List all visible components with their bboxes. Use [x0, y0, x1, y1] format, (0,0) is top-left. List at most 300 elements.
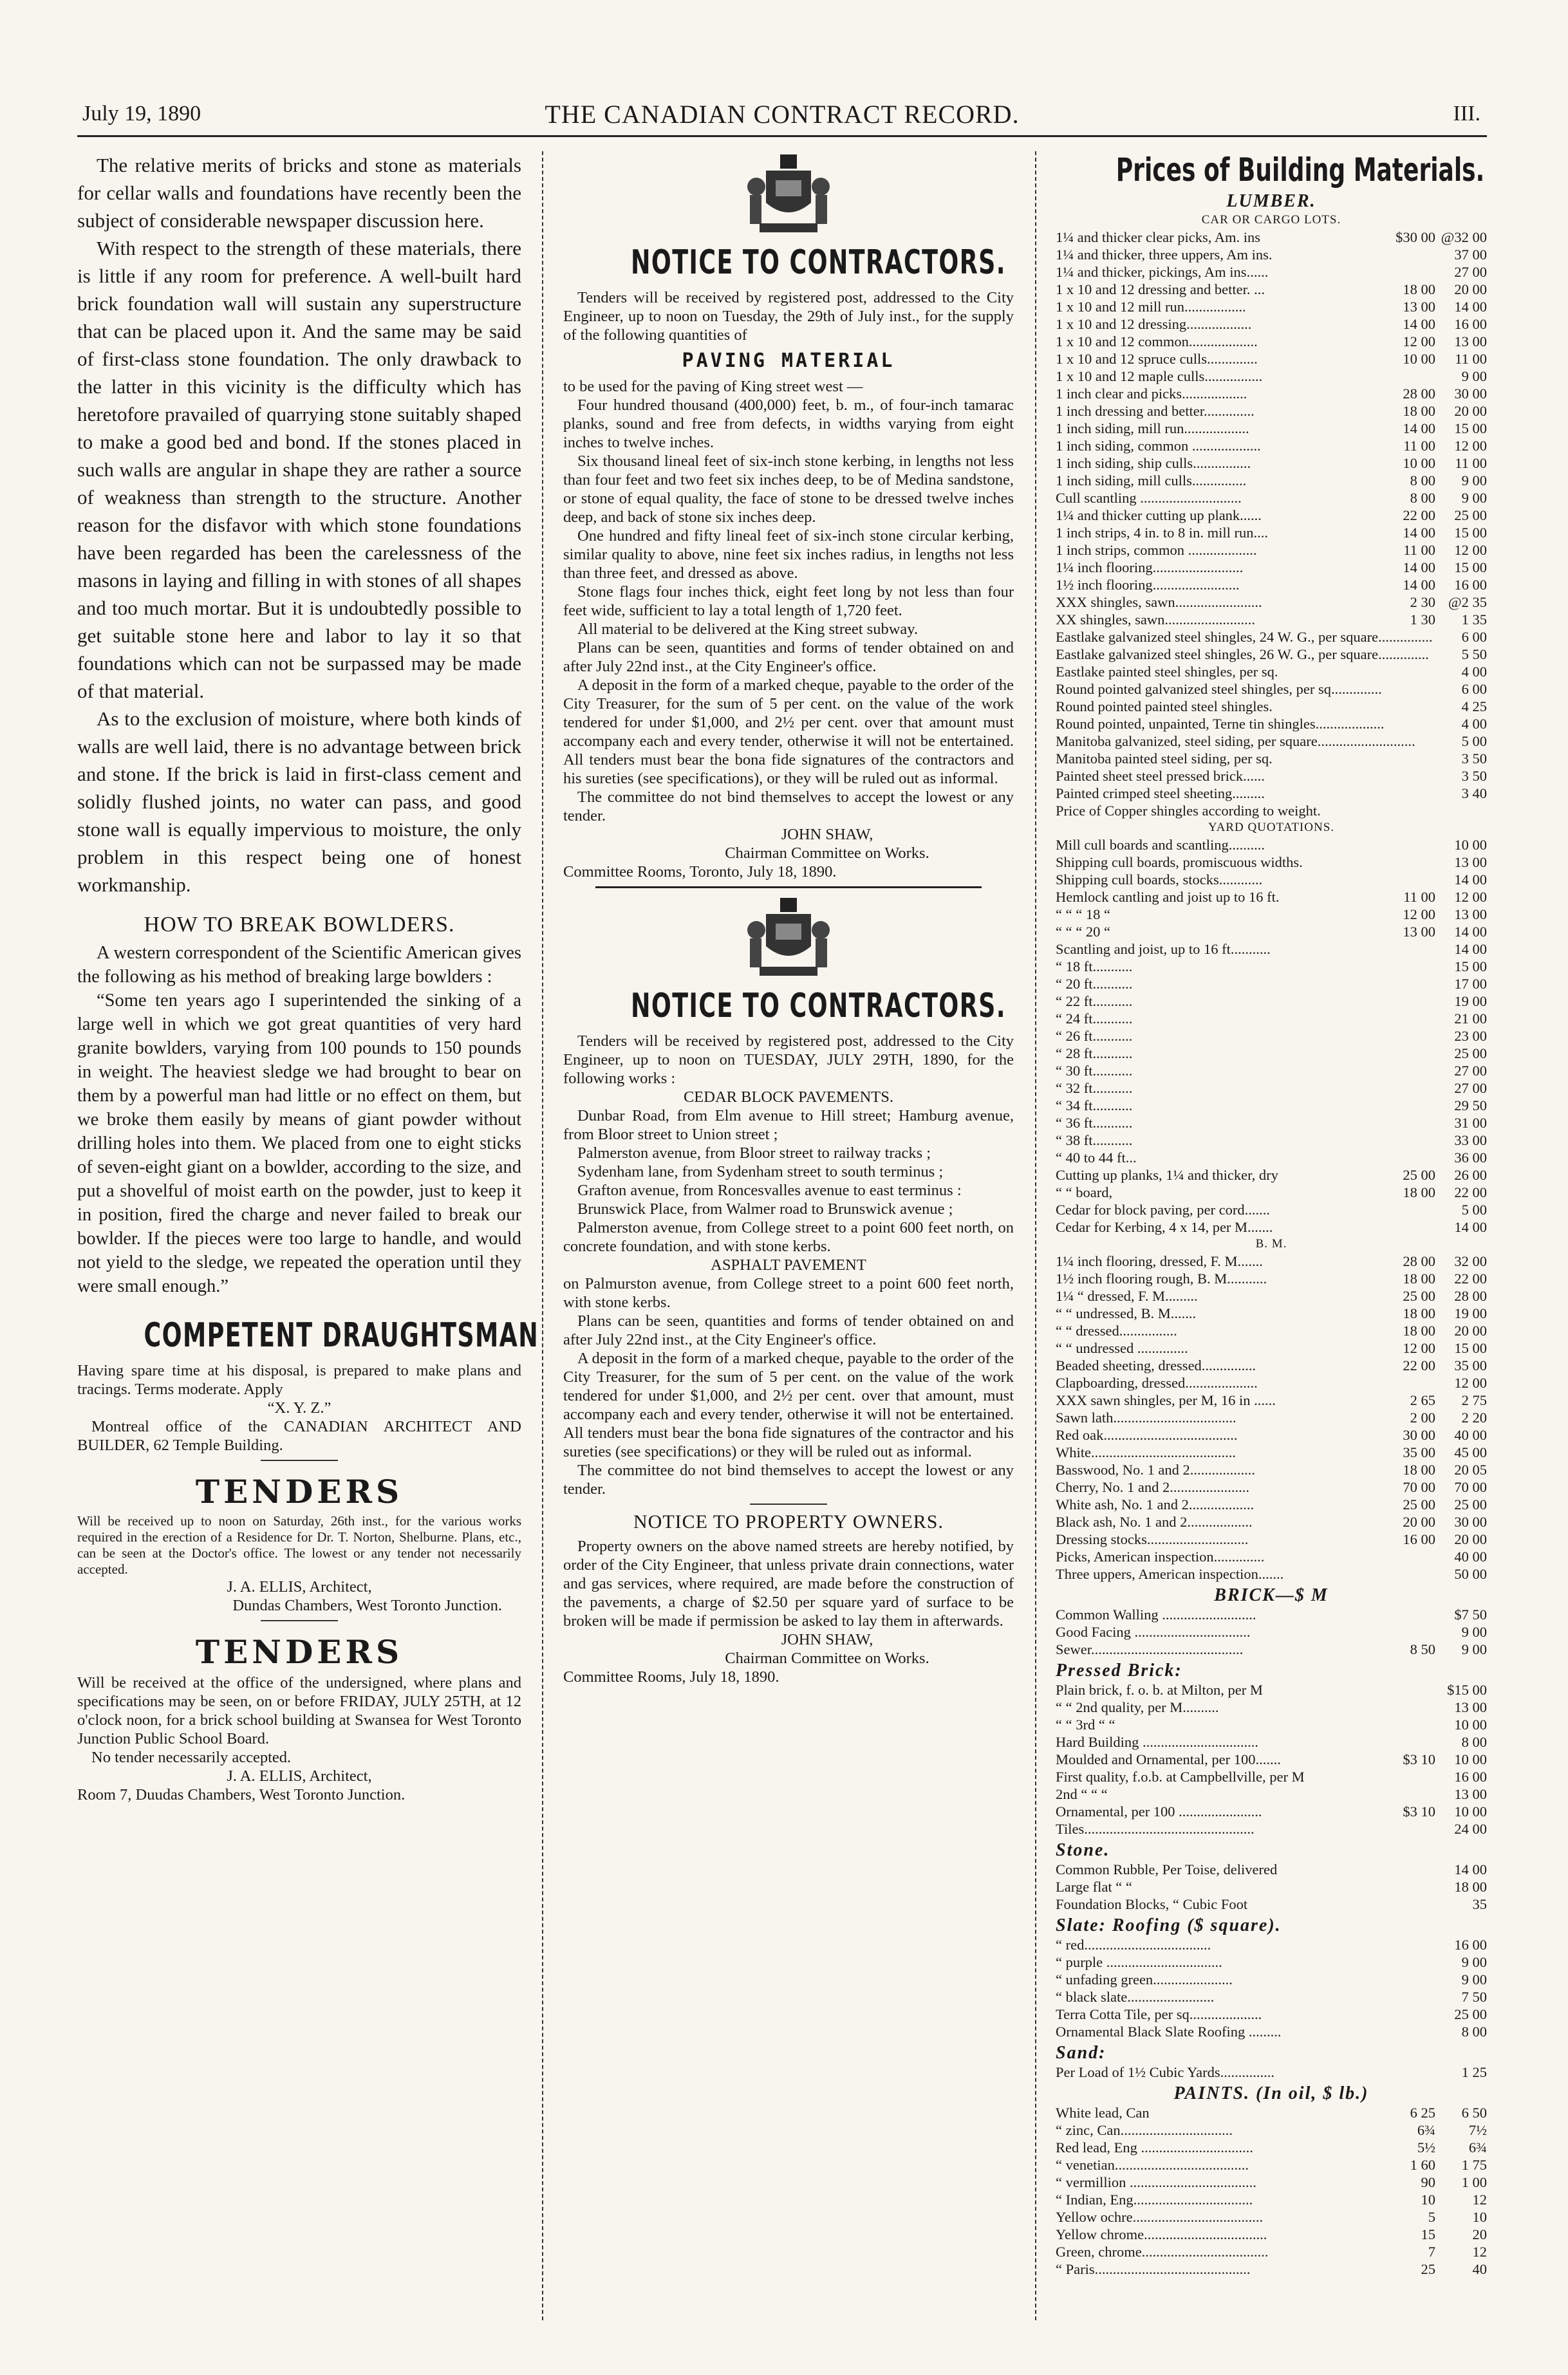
- issue-date: July 19, 1890: [82, 102, 201, 126]
- price-item-description: Tiles...............................................: [1056, 1821, 1255, 1837]
- price-row: [1056, 385, 1487, 402]
- price-low: [1377, 802, 1435, 819]
- notice-text: on Palmurston avenue, from College street to a point 600 feet north, with stone kerbs.: [563, 1275, 1014, 1311]
- price-item-description: Hemlock cantling and joist up to 16 ft.: [1056, 889, 1280, 905]
- price-row: [1056, 698, 1487, 715]
- price-low: [1377, 1988, 1435, 2006]
- notice-text: Tenders will be received by registered post, addressed to the City Engineer, up to noon on TUESDAY, JULY 29TH, 1890, for the following works :: [563, 1032, 1014, 1087]
- price-row: [1056, 1820, 1487, 1838]
- price-item-description: White........................................: [1056, 1444, 1236, 1460]
- notice-date: Committee Rooms, July 18, 1890.: [563, 1668, 779, 1686]
- price-item-description: Yellow chrome..................................: [1056, 2226, 1267, 2242]
- ad-text: Will be received at the office of the undersigned, where plans and specifications may be seen, on or before FRIDAY, JULY 25TH, at 12 o'clock noon, for a brick school building at Swansea for West Toronto Junction Public School Board.: [77, 1674, 521, 1747]
- price-low: 22 00: [1403, 507, 1435, 523]
- price-row: [1056, 1426, 1487, 1444]
- price-low: [1377, 1062, 1435, 1079]
- price-high: 1 00: [1461, 2174, 1487, 2190]
- publication-title: THE CANADIAN CONTRACT RECORD.: [545, 100, 1020, 129]
- price-row: [1056, 1971, 1487, 1988]
- column-left: [77, 151, 539, 2320]
- notice-text: A deposit in the form of a marked cheque, payable to the order of the City Treasurer, for the sum of 5 per cent. on the value of the work tendered for under $1,000, and 2½ per cent. over that amount must accompany each and every tender, otherwise it will not be entertained. All tenders must bear the bona fide signatures of the contractors and his sureties (see specifications), or they will be ruled out as informal.: [563, 676, 1014, 787]
- price-item-description: “ “ “ 18 “: [1056, 906, 1110, 922]
- article-paragraph: As to the exclusion of moisture, where both kinds of walls are well laid, there is no advantage between brick and stone. If the brick is laid in first-class cement and solidly flushed joints, no water can pass, and good stone wall is equally impervious to moisture, the only problem in this respect being one of honest workmanship.: [77, 707, 521, 896]
- price-high: 15 00: [1454, 420, 1487, 436]
- price-low: 18 00: [1403, 403, 1435, 419]
- price-item-description: 1 x 10 and 12 common...................: [1056, 333, 1258, 349]
- price-high: 14 00: [1454, 1861, 1487, 1877]
- price-item-description: “ 26 ft...........: [1056, 1028, 1133, 1044]
- price-item-description: Cherry, No. 1 and 2......................: [1056, 1479, 1250, 1495]
- price-item-description: 2nd “ “ “: [1056, 1786, 1108, 1802]
- price-low: [1377, 1218, 1435, 1236]
- price-item-description: XXX shingles, sawn........................: [1056, 594, 1262, 610]
- price-row: [1056, 906, 1487, 923]
- price-row: [1056, 853, 1487, 871]
- price-high: 27 00: [1454, 1063, 1487, 1079]
- price-item-description: 1 inch siding, mill culls...............: [1056, 472, 1247, 489]
- price-row: [1056, 437, 1487, 454]
- price-item-description: “ black slate........................: [1056, 1989, 1215, 2005]
- price-item-description: “ “ 3rd “ “: [1056, 1717, 1115, 1733]
- price-low: [1377, 1820, 1435, 1838]
- price-low: 11 00: [1403, 889, 1435, 905]
- price-low: 25 00: [1403, 1167, 1435, 1183]
- notice-text: to be used for the paving of King street west —: [563, 378, 863, 395]
- price-low: [1377, 1027, 1435, 1045]
- price-item-description: XX shingles, sawn.........................: [1056, 611, 1255, 628]
- price-high: 16 00: [1454, 1937, 1487, 1953]
- price-high: 5 00: [1461, 733, 1487, 749]
- price-item-description: “ purple ................................: [1056, 1954, 1222, 1970]
- price-low: 8 00: [1410, 490, 1435, 506]
- price-row: [1056, 1878, 1487, 1895]
- article-paragraph: With respect to the strength of these materials, there is little if any room for preference. A well-built hard brick foundation wall will sustain any superstructure that can be placed upon it. And the same may be said of first-class stone foundation. The only drawback to the latter in this vicinity is the difficulty which has heretofore pravailed of quarrying stone suitably shaped to make a good bed and bond. If the stones placed in such walls are angular in shape they are rather a source of weakness than strength to the structure. Another reason for the disfavor with which stone foundations have been regarded has been the carelessness of the masons in laying and filling in with stones of all shapes and too much mortar. But it is undoubtedly possible to get suitable stone here and labor to lay it so that foundations which can not be surpassed may be made of that material.: [77, 237, 521, 702]
- price-low: 10 00: [1403, 455, 1435, 471]
- price-low: 20 00: [1403, 1514, 1435, 1530]
- price-row: [1056, 2121, 1487, 2139]
- notice-heading-contractors: NOTICE TO CONTRACTORS.: [631, 987, 1006, 1025]
- price-item-description: 1 inch siding, mill run..................: [1056, 420, 1249, 436]
- price-high: 14 00: [1454, 941, 1487, 957]
- price-high: 6 00: [1461, 629, 1487, 645]
- price-item-description: Ornamental Black Slate Roofing .........: [1056, 2024, 1282, 2040]
- price-item-description: Plain brick, f. o. b. at Milton, per M: [1056, 1682, 1263, 1698]
- price-row: [1056, 1132, 1487, 1149]
- price-list-title: Prices of Building Materials.: [1115, 151, 1485, 189]
- price-row: [1056, 1531, 1487, 1548]
- price-low: [1377, 1623, 1435, 1641]
- price-item-description: Eastlake painted steel shingles, per sq.: [1056, 664, 1278, 680]
- price-row: [1056, 368, 1487, 385]
- price-high: @2 35: [1448, 594, 1487, 610]
- price-item-description: White lead, Can: [1056, 2105, 1150, 2121]
- price-item-description: 1¼ and thicker, three uppers, Am ins.: [1056, 247, 1273, 263]
- price-row: [1056, 1988, 1487, 2006]
- price-low: [1377, 1861, 1435, 1878]
- price-row: [1056, 1953, 1487, 1971]
- price-high: 26 00: [1454, 1167, 1487, 1183]
- price-item-description: Three uppers, American inspection.......: [1056, 1566, 1284, 1582]
- price-row: [1056, 923, 1487, 940]
- price-high: 19 00: [1454, 993, 1487, 1009]
- price-high: 8 00: [1461, 2024, 1487, 2040]
- ad-heading-tenders: TENDERS: [195, 1633, 404, 1671]
- price-low: 5: [1428, 2209, 1435, 2225]
- price-row: [1056, 1803, 1487, 1820]
- ad-heading-draughtsman: COMPETENT DRAUGHTSMAN: [144, 1316, 539, 1355]
- section-heading-sand: Sand:: [1056, 2043, 1106, 2063]
- price-row: [1056, 1444, 1487, 1461]
- notice-text: Plans can be seen, quantities and forms of tender obtained on and after July 22nd inst., at the City Engineer's office.: [563, 639, 1014, 675]
- price-high: 10 00: [1454, 1751, 1487, 1767]
- price-low: [1377, 1953, 1435, 1971]
- ad-address: Room 7, Duudas Chambers, West Toronto Junction.: [77, 1786, 406, 1803]
- price-item-description: 1¼ inch flooring, dressed, F. M.......: [1056, 1253, 1263, 1269]
- notice-text: The committee do not bind themselves to accept the lowest or any tender.: [563, 788, 1014, 824]
- article-paragraph: “Some ten years ago I superintended the sinking of a large well in which we got great quantities of very hard granite bowlders, varying from 100 pounds to 150 pounds in weight. The heaviest sledge we had brought to bear on them by a powerful man had little or no effect on them, but we broke them easily by means of giant powder without drilling holes into them. We placed from one to eight sticks of seven-eight giant on a bowlder, according to the size, and put a shovelful of moist earth on the powder, just to keep it in position, fired the charge and never failed to break our bowlder. If the pieces were too large to handle, and would not yield to the sledge, we repeated the operation until they were small enough.”: [77, 991, 521, 1296]
- price-low: [1382, 680, 1437, 698]
- page-number: III.: [1453, 102, 1480, 126]
- price-low: $3 10: [1403, 1751, 1435, 1767]
- price-high: 2 75: [1461, 1392, 1487, 1408]
- price-high: 23 00: [1454, 1028, 1487, 1044]
- price-low: 22 00: [1403, 1357, 1435, 1374]
- price-row: [1056, 472, 1487, 489]
- price-row: [1056, 246, 1487, 263]
- price-row: [1056, 1785, 1487, 1803]
- price-item-description: Clapboarding, dressed....................: [1056, 1375, 1258, 1391]
- price-low: 2 65: [1410, 1392, 1435, 1408]
- price-low: 18 00: [1403, 281, 1435, 297]
- ad-signature: J. A. ELLIS, Architect,: [227, 1578, 372, 1596]
- section-heading-slate: Slate: Roofing ($ square).: [1056, 1915, 1282, 1935]
- price-high: 29 50: [1454, 1097, 1487, 1113]
- price-high: 30 00: [1454, 386, 1487, 402]
- price-item-description: Cutting up planks, 1¼ and thicker, dry: [1056, 1167, 1278, 1183]
- price-high: 4 25: [1461, 698, 1487, 714]
- price-row: [1056, 2104, 1487, 2121]
- price-high: 3 40: [1461, 785, 1487, 801]
- price-high: 14 00: [1454, 924, 1487, 940]
- price-item-description: “ red...................................: [1056, 1937, 1211, 1953]
- price-item-description: Eastlake galvanized steel shingles, 24 W. G., per square...............: [1056, 629, 1433, 645]
- price-row: [1056, 2243, 1487, 2260]
- notice-text: A deposit in the form of a marked cheque, payable to the order of the City Treasurer, for the sum of 5 per cent. on the value of the work tendered for under $1,000, and 2½ per cent. over that amount, must accompany each and every tender, otherwise it will not be entertained. All tenders must bear the bona fide signatures of the contractor and his sureties (see specifications) or they will be ruled out as informal.: [563, 1350, 1014, 1460]
- price-item-description: Yellow ochre....................................: [1056, 2209, 1264, 2225]
- price-high: 20 00: [1454, 1531, 1487, 1547]
- price-item-description: Price of Copper shingles according to weight.: [1056, 803, 1321, 819]
- price-row: [1056, 1478, 1487, 1496]
- price-item-description: Good Facing ................................: [1056, 1624, 1251, 1640]
- price-item-description: 1 x 10 and 12 maple culls................: [1056, 368, 1263, 384]
- price-item-description: 1 inch clear and picks..................: [1056, 386, 1247, 402]
- price-row: [1056, 420, 1487, 437]
- price-high: 9 00: [1461, 1971, 1487, 1988]
- price-low: 12 00: [1403, 906, 1435, 922]
- price-high: 15 00: [1454, 1340, 1487, 1356]
- price-row: [1056, 281, 1487, 298]
- price-item-description: “ unfading green......................: [1056, 1971, 1233, 1988]
- price-row: [1056, 958, 1487, 975]
- price-low: 8 00: [1410, 472, 1435, 489]
- price-low: [1377, 958, 1435, 975]
- price-low: [1429, 646, 1460, 663]
- price-high: 9 00: [1461, 368, 1487, 384]
- price-row: [1056, 1357, 1487, 1374]
- price-item-description: Black ash, No. 1 and 2..................: [1056, 1514, 1253, 1530]
- section-heading-stone: Stone.: [1056, 1840, 1110, 1860]
- price-low: 90: [1421, 2174, 1435, 2190]
- divider: [261, 1620, 338, 1621]
- notice-text: Property owners on the above named streets are hereby notified, by order of the City Engineer, that unless private drain connections, water and gas services, where required, are made before the construction of the pavements, a charge of $2.50 per square yard of surface to be broken will be made if permission be asked to lay them in afterwards.: [563, 1538, 1014, 1630]
- price-row: [1056, 1253, 1487, 1270]
- price-high: 17 00: [1454, 976, 1487, 992]
- price-high: 70 00: [1454, 1479, 1487, 1495]
- price-row: [1056, 1751, 1487, 1768]
- price-high: 3 50: [1461, 750, 1487, 767]
- notice-text: Four hundred thousand (400,000) feet, b. m., of four-inch tamarac planks, sound and free from defects, in widths varying from eight inches to twelve inches.: [563, 396, 1014, 451]
- price-row: [1056, 559, 1487, 576]
- price-row: [1056, 836, 1487, 853]
- price-high: 33 00: [1454, 1132, 1487, 1148]
- notice-subheading: PAVING MATERIAL: [682, 349, 895, 372]
- notice-text: Plans can be seen, quantities and forms of tender obtained on and after July 22nd inst., at the City Engineer's office.: [563, 1312, 1014, 1348]
- price-high: @32 00: [1441, 229, 1487, 245]
- notice-text: All material to be delivered at the King street subway.: [577, 620, 919, 638]
- price-low: 18 00: [1403, 1271, 1435, 1287]
- price-row: [1056, 1461, 1487, 1478]
- price-row: [1056, 263, 1487, 281]
- price-row: [1056, 2063, 1487, 2081]
- price-row: [1056, 1623, 1487, 1641]
- section-heading-lumber: LUMBER.: [1226, 191, 1316, 211]
- price-item-description: Painted crimped steel sheeting.........: [1056, 785, 1265, 801]
- price-low: [1377, 1681, 1435, 1699]
- price-row: [1056, 1548, 1487, 1565]
- price-high: 12: [1472, 2244, 1487, 2260]
- price-high: 13 00: [1454, 906, 1487, 922]
- price-row: [1056, 767, 1487, 785]
- price-low: [1377, 1606, 1435, 1623]
- price-item-description: “ 22 ft...........: [1056, 993, 1133, 1009]
- price-high: 5 00: [1461, 1202, 1487, 1218]
- price-low: [1377, 1733, 1435, 1751]
- price-item-description: “ 32 ft...........: [1056, 1080, 1133, 1096]
- price-high: 40 00: [1454, 1427, 1487, 1443]
- price-item-description: 1 x 10 and 12 dressing and better. ...: [1056, 281, 1265, 297]
- price-high: 10: [1472, 2209, 1487, 2225]
- divider: [595, 886, 982, 888]
- price-item-description: “ 30 ft...........: [1056, 1063, 1133, 1079]
- price-row: [1056, 628, 1487, 646]
- price-high: 16 00: [1454, 577, 1487, 593]
- price-high: 31 00: [1454, 1115, 1487, 1131]
- price-item-description: “ vermillion ...................................: [1056, 2174, 1256, 2190]
- price-high: 22 00: [1454, 1271, 1487, 1287]
- price-high: 21 00: [1454, 1011, 1487, 1027]
- notice-date: Committee Rooms, Toronto, July 18, 1890.: [563, 863, 837, 880]
- price-row: [1056, 1027, 1487, 1045]
- price-low: 30 00: [1403, 1427, 1435, 1443]
- price-row: [1056, 1218, 1487, 1236]
- ad-text: Having spare time at his disposal, is prepared to make plans and tracings. Terms moderate. Apply: [77, 1362, 521, 1398]
- price-high: 10 00: [1454, 1803, 1487, 1820]
- price-item-description: 1¼ “ dressed, F. M.........: [1056, 1288, 1198, 1304]
- price-row: [1056, 1149, 1487, 1166]
- price-row: [1056, 1565, 1487, 1583]
- price-row: [1056, 1716, 1487, 1733]
- price-high: 12 00: [1454, 889, 1487, 905]
- price-row: [1056, 1409, 1487, 1426]
- price-low: 7: [1428, 2244, 1435, 2260]
- price-high: 37 00: [1454, 247, 1487, 263]
- price-high: 20 00: [1454, 281, 1487, 297]
- price-item-description: Cull scantling ............................: [1056, 490, 1242, 506]
- price-row: [1056, 1496, 1487, 1513]
- price-low: 8 50: [1410, 1641, 1435, 1657]
- price-row: [1056, 1270, 1487, 1287]
- price-low: 18 00: [1403, 1323, 1435, 1339]
- price-item-description: 1¼ and thicker clear picks, Am. ins: [1056, 229, 1261, 245]
- price-row: [1056, 1062, 1487, 1079]
- price-item-description: Sewer..........................................: [1056, 1641, 1244, 1657]
- section-heading-brick: BRICK—$ M: [1214, 1585, 1329, 1605]
- price-high: 9 00: [1461, 490, 1487, 506]
- price-high: [1435, 802, 1487, 819]
- price-high: 8 00: [1461, 1734, 1487, 1750]
- notice-text: Stone flags four inches thick, eight feet long by not less than four feet wide, sufficient to lay a total length of 1,720 feet.: [563, 583, 1014, 619]
- price-item-description: Round pointed, unpainted, Terne tin shingles...................: [1056, 716, 1385, 732]
- price-rows-pressed-brick: [1056, 1681, 1487, 1838]
- price-high: 35 00: [1454, 1357, 1487, 1374]
- price-row: [1056, 732, 1487, 750]
- price-item-description: Manitoba painted steel siding, per sq.: [1056, 750, 1273, 767]
- price-item-description: “ 24 ft...........: [1056, 1011, 1133, 1027]
- price-low: [1377, 1374, 1435, 1392]
- price-low: [1415, 732, 1453, 750]
- price-item-description: Shipping cull boards, promiscuous widths.: [1056, 854, 1303, 870]
- price-high: 25 00: [1454, 507, 1487, 523]
- price-item-description: “ Indian, Eng.................................: [1056, 2192, 1253, 2208]
- price-rows-slate: [1056, 1936, 1487, 2040]
- price-low: 2 30: [1410, 594, 1435, 610]
- ad-text: Will be received up to noon on Saturday, 26th inst., for the various works required in the erection of a Residence for Dr. T. Norton, Shelburne. Plans, etc., can be seen at the Doctor's office. The lowest or any tender not necessarily accepted.: [77, 1513, 521, 1577]
- price-high: 12 00: [1454, 438, 1487, 454]
- price-row: [1056, 646, 1487, 663]
- price-item-description: 1 inch strips, common ...................: [1056, 542, 1257, 558]
- price-high: 13 00: [1454, 1786, 1487, 1802]
- price-low: [1377, 750, 1435, 767]
- price-low: [1377, 1132, 1435, 1149]
- price-row: [1056, 350, 1487, 368]
- price-row: [1056, 489, 1487, 507]
- price-low: [1377, 1149, 1435, 1166]
- price-low: 18 00: [1403, 1305, 1435, 1321]
- price-row: [1056, 1339, 1487, 1357]
- price-row: [1056, 1305, 1487, 1322]
- notice-text: Grafton avenue, from Roncesvalles avenue to east terminus :: [577, 1182, 962, 1199]
- article-paragraph: The relative merits of bricks and stone as materials for cellar walls and foundations have recently been the subject of considerable newspaper discussion here.: [77, 154, 521, 232]
- price-item-description: “ “ undressed, B. M.......: [1056, 1305, 1197, 1321]
- price-high: 12: [1472, 2192, 1487, 2208]
- price-row: [1056, 2191, 1487, 2208]
- price-low: [1377, 1971, 1435, 1988]
- price-high: 40: [1472, 2261, 1487, 2277]
- price-low: 5½: [1417, 2139, 1435, 2156]
- price-item-description: Cedar for block paving, per cord.......: [1056, 1202, 1271, 1218]
- price-row: [1056, 888, 1487, 906]
- price-high: 25 00: [1454, 2006, 1487, 2022]
- price-rows-sand: [1056, 2063, 1487, 2081]
- price-item-description: “ zinc, Can...............................: [1056, 2122, 1233, 2138]
- price-low: [1377, 1114, 1435, 1132]
- price-row: [1056, 1166, 1487, 1184]
- price-low: 1 30: [1410, 611, 1435, 628]
- price-high: 36 00: [1454, 1150, 1487, 1166]
- price-high: 35: [1472, 1896, 1487, 1912]
- price-low: [1377, 1565, 1435, 1583]
- price-low: [1377, 785, 1435, 802]
- price-item-description: Large flat “ “: [1056, 1879, 1132, 1895]
- price-low: [1377, 853, 1435, 871]
- price-row: [1056, 680, 1487, 698]
- price-item-description: Red lead, Eng ...............................: [1056, 2139, 1253, 2156]
- price-row: [1056, 2139, 1487, 2156]
- price-low: 13 00: [1403, 924, 1435, 940]
- city-coat-of-arms-icon: [740, 895, 837, 982]
- price-high: 25 00: [1454, 1496, 1487, 1513]
- price-row: [1056, 1733, 1487, 1751]
- price-low: [1377, 2006, 1435, 2023]
- price-high: 16 00: [1454, 1769, 1487, 1785]
- price-row: [1056, 402, 1487, 420]
- price-item-description: “ 34 ft...........: [1056, 1097, 1133, 1113]
- price-item-description: “ 40 to 44 ft...: [1056, 1150, 1137, 1166]
- price-row: [1056, 1861, 1487, 1878]
- article-heading-bowlders: HOW TO BREAK BOWLDERS.: [144, 913, 455, 936]
- price-high: 5 50: [1461, 646, 1487, 662]
- price-row: [1056, 871, 1487, 888]
- price-low: [1377, 1045, 1435, 1062]
- price-item-description: “ “ board,: [1056, 1184, 1113, 1200]
- price-item-description: 1 inch siding, common ...................: [1056, 438, 1261, 454]
- price-item-description: “ “ dressed................: [1056, 1323, 1177, 1339]
- price-low: [1377, 2023, 1435, 2040]
- price-item-description: XXX sawn shingles, per M, 16 in ......: [1056, 1392, 1276, 1408]
- price-row: [1056, 1374, 1487, 1392]
- price-row: [1056, 1606, 1487, 1623]
- price-rows-brick: [1056, 1606, 1487, 1658]
- price-rows-stone: [1056, 1861, 1487, 1913]
- price-high: 24 00: [1454, 1821, 1487, 1837]
- price-row: [1056, 1287, 1487, 1305]
- ad-signature: J. A. ELLIS, Architect,: [227, 1767, 372, 1785]
- price-item-description: Mill cull boards and scantling..........: [1056, 837, 1265, 853]
- price-row: [1056, 576, 1487, 593]
- price-high: 15 00: [1454, 958, 1487, 974]
- ad-text: No tender necessarily accepted.: [91, 1749, 292, 1766]
- price-low: [1432, 628, 1461, 646]
- price-row: [1056, 228, 1487, 246]
- price-low: 70 00: [1403, 1479, 1435, 1495]
- price-low: 28 00: [1403, 386, 1435, 402]
- price-row: [1056, 992, 1487, 1010]
- ad-address: Montreal office of the CANADIAN ARCHITECT AND BUILDER, 62 Temple Building.: [77, 1418, 521, 1454]
- price-high: 45 00: [1454, 1444, 1487, 1460]
- section-heading-pressed-brick: Pressed Brick:: [1056, 1661, 1182, 1681]
- price-rows-car-lots: [1056, 228, 1487, 819]
- price-row: [1056, 1392, 1487, 1409]
